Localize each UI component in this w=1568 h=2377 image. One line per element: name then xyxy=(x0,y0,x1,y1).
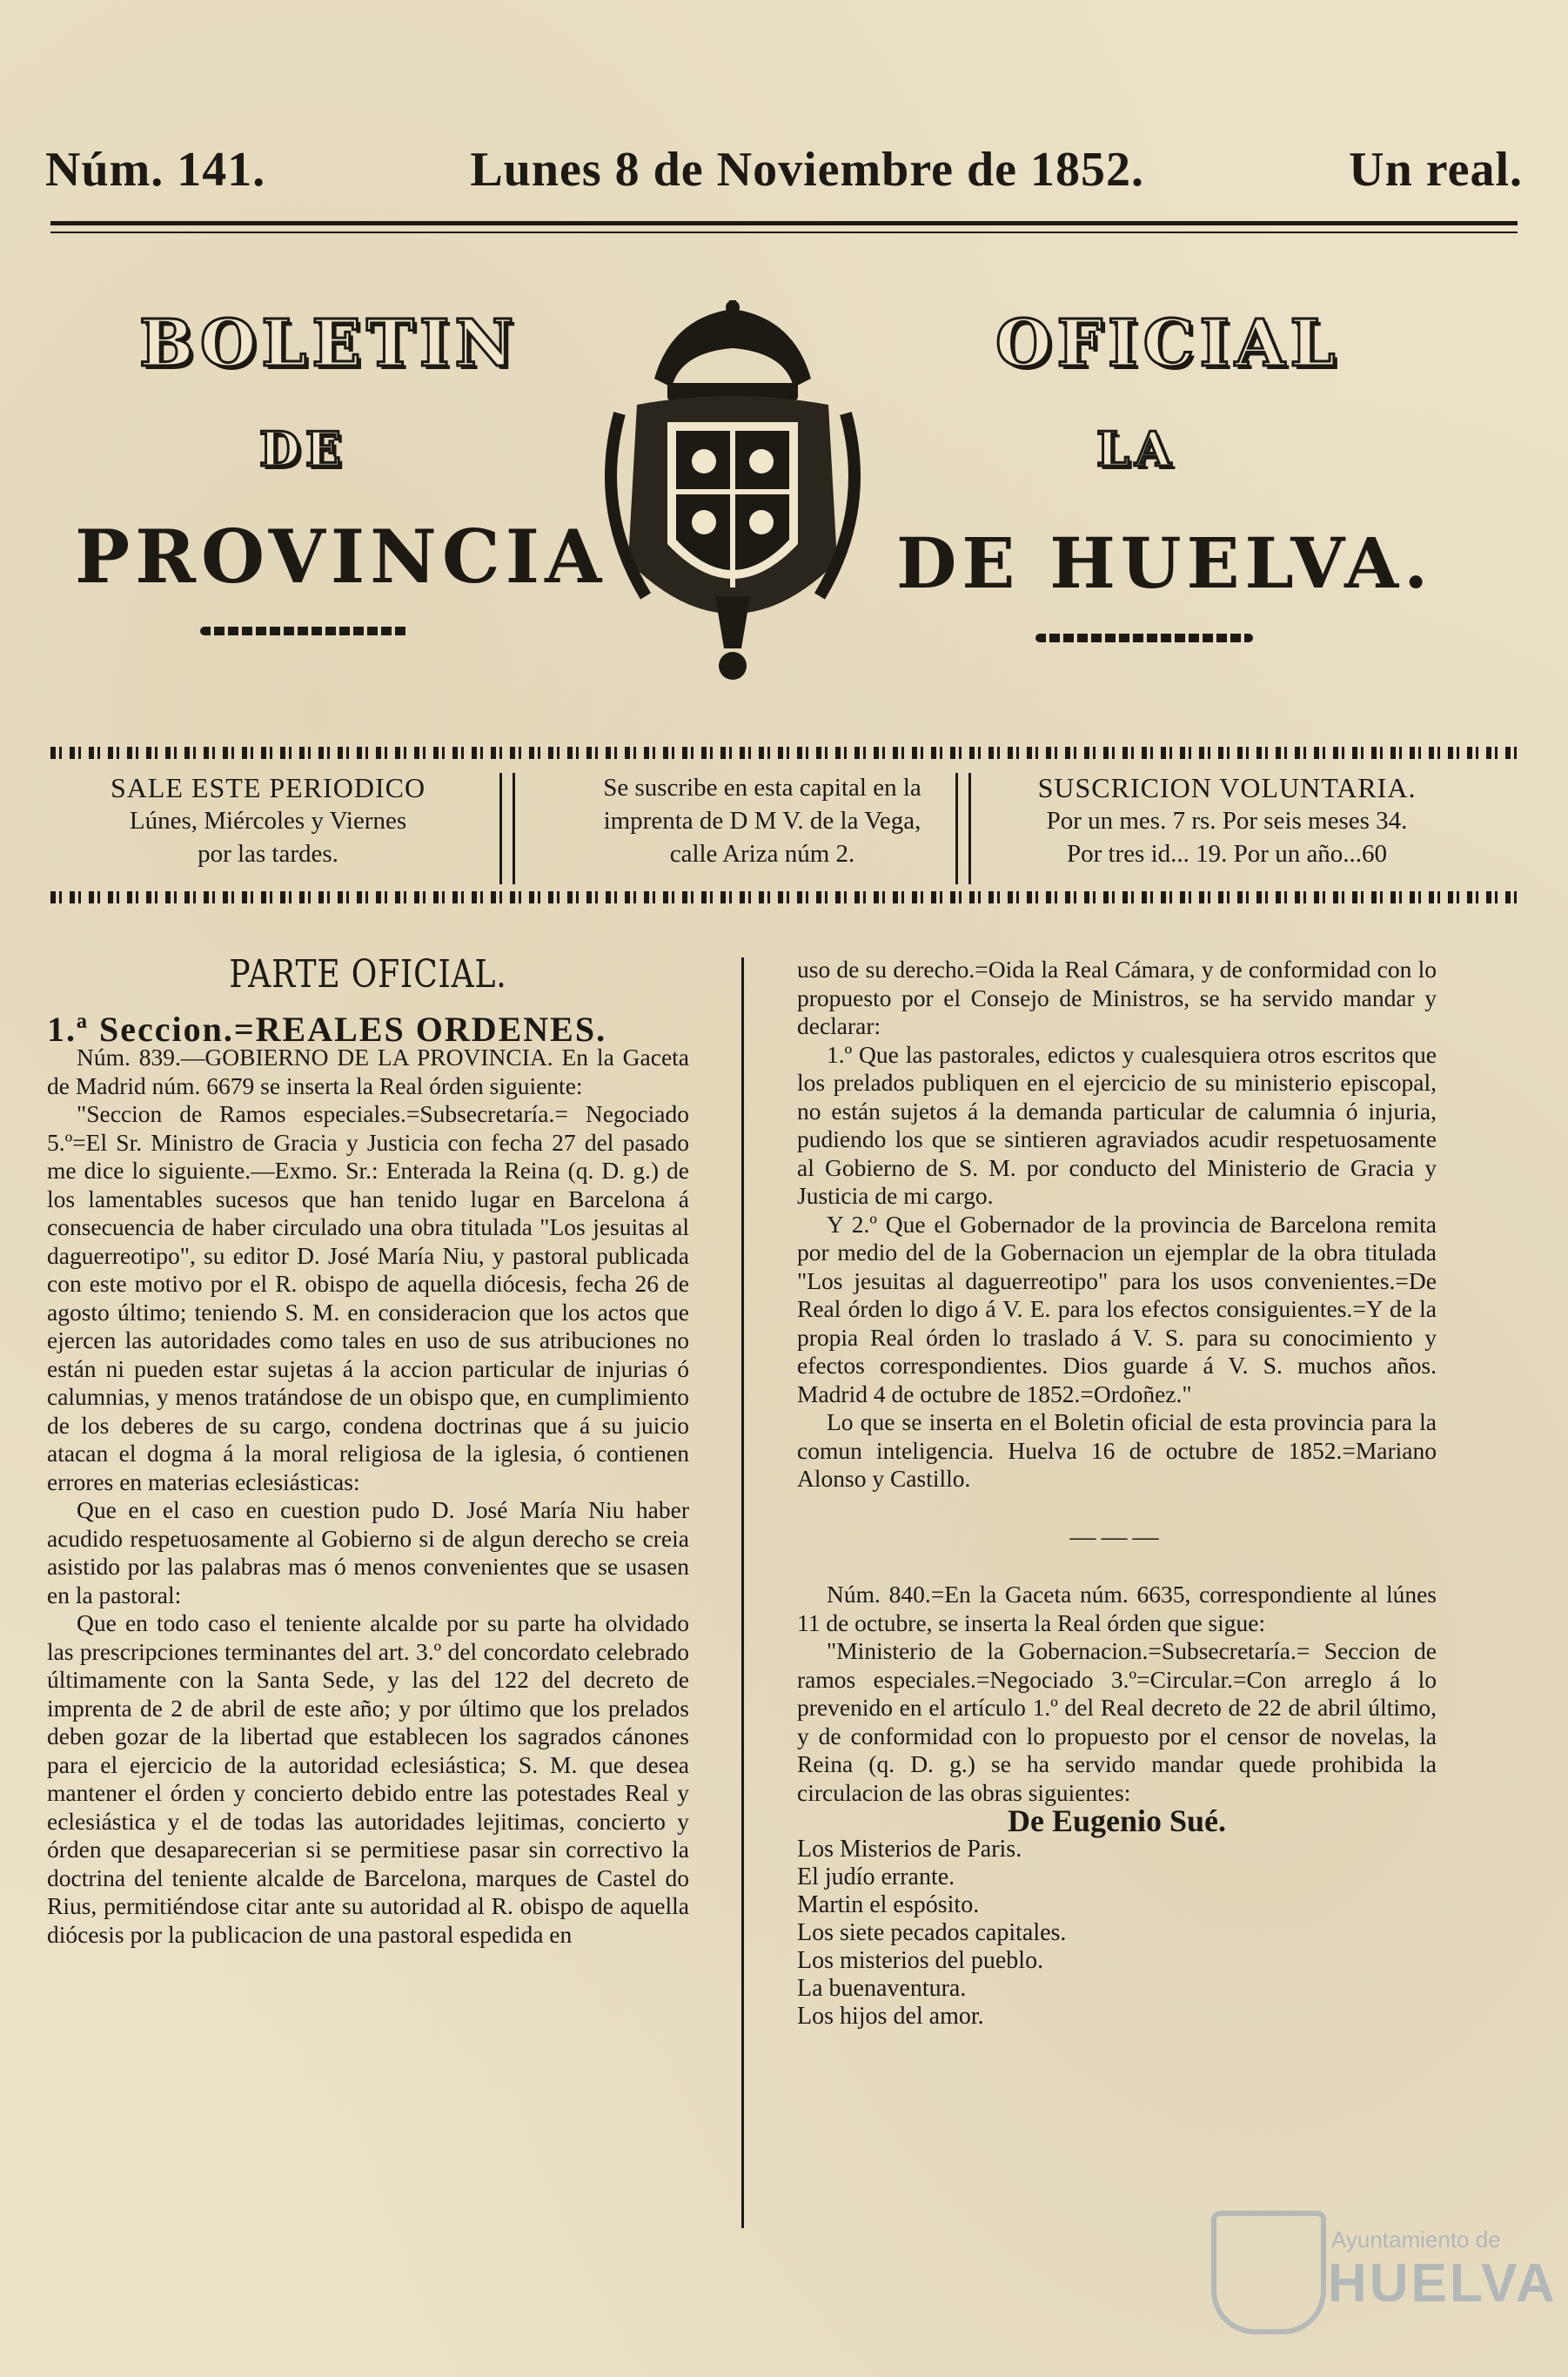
article-paragraph: Y 2.º Que el Gobernador de la provincia de Barcelona remita por medio del de la Gobernacion un ejemplar de la obra titulada "Los jesuitas al daguerreotipo" para los usos convenientes.=De Real órden lo digo á V. E. para los efectos consiguientes.=Y de la propia Real órden lo traslado á V. S. para su conocimiento y efectos correspondientes. Dios guarde á V. S. muchos años. Madrid 4 de octubre de 1852.=Ordoñez." xyxy=(797,1210,1437,1407)
list-item: El judío errante. xyxy=(797,1863,955,1890)
subscription-address xyxy=(527,771,997,884)
masthead xyxy=(45,139,1523,200)
band-border-bottom xyxy=(50,891,1518,903)
article-paragraph: uso de su derecho.=Oida la Real Cámara, y de conformidad con lo propuesto por el Consejo de Ministros, se ha servido mandar y declarar: xyxy=(797,956,1437,1039)
banned-works-list xyxy=(797,1836,1437,2031)
prices-line-1: Por un mes. 7 rs. Por seis meses 34. xyxy=(1046,807,1408,835)
title-boletin: BOLETIN xyxy=(139,306,519,381)
band-separator xyxy=(955,773,971,884)
schedule-time: por las tardes. xyxy=(198,840,338,868)
title-ornament-right xyxy=(1035,634,1253,642)
column-divider xyxy=(741,957,744,2228)
address-line-2: imprenta de D M V. de la Vega, xyxy=(603,807,921,835)
article-paragraph: Lo que se inserta en el Boletin oficial de esta provincia para la comun inteligencia. Huelva 16 de octubre de 1852.=Mariano Alonso y Castillo. xyxy=(797,1408,1437,1492)
issue-price: Un real. xyxy=(1349,143,1523,197)
subscription-prices xyxy=(983,771,1471,884)
address-line-1: Se suscribe en esta capital en la xyxy=(603,774,921,802)
watermark-big-text: HUELVA xyxy=(1328,2253,1558,2313)
ayuntamiento-watermark xyxy=(1211,2211,1558,2324)
address-line-3: calle Ariza núm 2. xyxy=(669,840,855,868)
watermark-small-text: Ayuntamiento de xyxy=(1331,2226,1501,2253)
list-item: Los siete pecados capitales. xyxy=(797,1918,1067,1946)
article-paragraph: "Seccion de Ramos especiales.=Subsecretaría.= Negociado 5.º=El Sr. Ministro de Gracia y Justicia con fecha 27 del pasado me dice lo siguiente.—Exmo. Sr.: Enterada la Reina (q. D. g.) de los lamentables sucesos que han tenido lugar en Barcelona á consecuencia de haber circulado una obra titulada "Los jesuitas al daguerreotipo", su editor D. José María Niu, y pastoral publicada con este motivo por el R. obispo de aquella diócesis, fecha 26 de agosto último; teniendo S. M. en consideracion que los actos que ejercen las autoridades como tales en uso de sus atribuciones no están ni pueden estar sujetas á la accion particular de injurias ó calumnias, y menos tratándose de un obispo que, en cumplimiento de los deberes de su cargo, condena doctrinas que á su juicio atacan el dogma á la moral religiosa de la iglesia, ó contienen errores en materias eclesiásticas: xyxy=(47,1100,689,1495)
title-la: LA xyxy=(1096,421,1176,477)
title-ornament-left xyxy=(200,627,409,635)
right-column xyxy=(797,956,1437,2031)
list-item: Martin el espósito. xyxy=(797,1890,980,1918)
author-heading: De Eugenio Sué. xyxy=(1007,1803,1227,1838)
masthead-rule-thin xyxy=(50,232,1518,233)
band-separator xyxy=(499,773,515,884)
article-paragraph: Núm. 840.=En la Gaceta núm. 6635, correspondiente al lúnes 11 de octubre, se inserta la Real órden que sigue: xyxy=(797,1581,1437,1636)
title-de-huelva: DE HUELVA. xyxy=(896,522,1434,604)
article-paragraph: 1.º Que las pastorales, edictos y cualesquiera otros escritos que los prelados publiquen en el ejercicio de su ministerio episcopal, no están sujetos á la demanda particular de calumnia ó injuria, pudiendo los que se sintieren agraviados acudir respetuosamente al Gobierno de S. M. por conducto del Ministerio de Gracia y Justicia de mi cargo. xyxy=(797,1040,1437,1209)
publication-schedule xyxy=(59,771,477,884)
city-shield-icon xyxy=(1211,2211,1326,2334)
schedule-heading: SALE ESTE PERIODICO xyxy=(110,772,426,803)
masthead-rule xyxy=(50,221,1518,225)
section-heading: 1.ª Seccion.=REALES ORDENES. xyxy=(47,1009,607,1049)
article-paragraph: "Ministerio de la Gobernacion.=Subsecretaría.= Seccion de ramos especiales.=Negociado 3.º=Circular.=Con arreglo á lo prevenido en el artículo 1.º del Real decreto de 22 de abril último, y de conformidad con lo propuesto por el censor de novelas, la Reina (q. D. g.) se ha servido mandar quede prohibida la circulacion de las obras siguientes: xyxy=(797,1637,1437,1806)
issue-date: Lunes 8 de Noviembre de 1852. xyxy=(470,143,1145,197)
article-separator: ——— xyxy=(1069,1521,1164,1551)
article-paragraph: Que en el caso en cuestion pudo D. José María Niu haber acudido respetuosamente al Gobierno si de algun derecho se creia asistido por las palabras mas ó menos convenientes que se usasen en la pastoral: xyxy=(47,1496,689,1608)
article-paragraph: Núm. 839.—GOBIERNO DE LA PROVINCIA. En la Gaceta de Madrid núm. 6679 se inserta la Real órden siguiente: xyxy=(47,1044,689,1099)
title-de: DE xyxy=(259,421,346,477)
issue-number: Núm. 141. xyxy=(45,143,266,197)
list-item: Los misterios del pueblo. xyxy=(797,1946,1044,1974)
prices-heading: SUSCRICION VOLUNTARIA. xyxy=(1037,772,1417,803)
left-column xyxy=(47,949,689,1949)
title-oficial: OFICIAL xyxy=(995,306,1341,381)
schedule-days: Lúnes, Miércoles y Viernes xyxy=(129,807,407,835)
subscription-band xyxy=(50,747,1518,903)
title-provincia: PROVINCIA xyxy=(75,514,607,600)
article-paragraph: Que en todo caso el teniente alcalde por su parte ha olvidado las prescripciones terminantes del art. 3.º del concordato celebrado últimamente con la Santa Sede, y las del 122 del decreto de imprenta de 2 de abril de este año; y por último que los prelados deben gozar de la libertad que establecen los sagrados cánones para el ejercicio de la autoridad eclesiástica; S. M. que desea mantener el órden y concierto debido entre las potestades Real y eclesiástica y el de todas las autoridades lejitimas, concierto y órden que desaparecerian si se permitiese pasar sin correctivo la doctrina del teniente alcalde de Barcelona, marques de Castel do Rius, permitiéndose citar ante su autoridad al R. obispo de aquella diócesis por la publicacion de una pastoral espedida en xyxy=(47,1609,689,1948)
part-title: PARTE OFICIAL. xyxy=(229,952,507,997)
prices-line-2: Por tres id... 19. Por un año...60 xyxy=(1066,840,1388,868)
list-item: La buenaventura. xyxy=(797,1974,967,2002)
royal-crest-icon xyxy=(585,300,881,683)
list-item: Los Misterios de Paris. xyxy=(797,1835,1022,1863)
list-item: Los hijos del amor. xyxy=(797,2002,984,2030)
band-border-top xyxy=(50,747,1518,759)
